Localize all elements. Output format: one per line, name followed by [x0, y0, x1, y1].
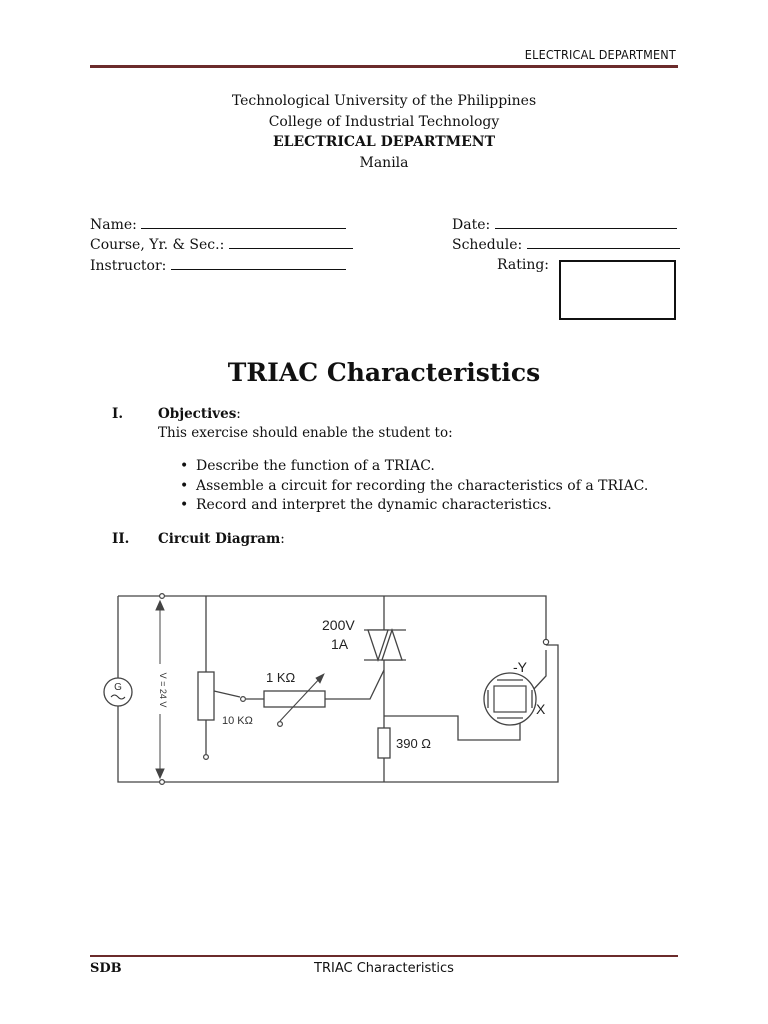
generator-label: G: [114, 682, 122, 693]
voltage-arrowhead-top: [156, 601, 164, 610]
instructor-label: Instructor:: [90, 258, 167, 274]
resistor-1k-label: 1 KΩ: [266, 670, 296, 685]
name-label: Name:: [90, 217, 137, 233]
scope-x-label: X: [536, 701, 546, 717]
triac-voltage-label: 200V: [322, 617, 355, 633]
document-title: TRIAC Characteristics: [227, 358, 541, 387]
section2-colon: :: [280, 531, 285, 547]
section1-colon: :: [236, 406, 241, 422]
terminal: [204, 755, 209, 760]
department-name: ELECTRICAL DEPARTMENT: [272, 134, 496, 150]
voltage-arrowhead-bottom: [156, 769, 164, 778]
terminal: [278, 722, 283, 727]
terminal: [160, 594, 165, 599]
section2-number: II.: [112, 531, 130, 547]
date-label: Date:: [452, 217, 491, 233]
footer-initials: SDB: [90, 961, 122, 976]
header-department: ELECTRICAL DEPARTMENT: [524, 47, 676, 62]
terminal: [241, 697, 246, 702]
terminal: [543, 639, 548, 644]
city-name: Manila: [359, 155, 409, 171]
section1-number: I.: [112, 406, 124, 422]
rating-label: Rating:: [497, 257, 550, 273]
scope-y-label: -Y: [513, 659, 527, 675]
course-label: Course, Yr. & Sec.:: [90, 237, 225, 253]
institution-name: Technological University of the Philippines: [231, 93, 537, 109]
objective-item: • Describe the function of a TRIAC.: [176, 457, 648, 477]
wire: [533, 650, 546, 690]
wire: [164, 596, 546, 640]
section1-title: Objectives: [158, 406, 237, 422]
footer-rule: [90, 955, 678, 957]
schedule-label: Schedule:: [452, 237, 523, 253]
objective-item: • Record and interpret the dynamic characteristics.: [176, 496, 648, 516]
section1-intro: This exercise should enable the student to:: [158, 425, 453, 441]
objective-item: • Assemble a circuit for recording the characteristics of a TRIAC.: [176, 477, 648, 497]
resistor-1k: [264, 691, 325, 707]
triac-current-label: 1A: [331, 636, 349, 652]
voltage-label: V = 24 V: [158, 672, 168, 708]
pot-10k-label: 10 KΩ: [222, 715, 253, 727]
resistor-390-label: 390 Ω: [396, 736, 432, 751]
terminal: [160, 780, 165, 785]
potentiometer-10k: [198, 672, 214, 720]
resistor-390: [378, 728, 390, 758]
college-name: College of Industrial Technology: [268, 114, 500, 130]
potentiometer-wiper: [214, 691, 240, 697]
triac-symbol: [364, 630, 406, 660]
footer-title: TRIAC Characteristics: [314, 961, 454, 976]
oscilloscope-screen: [494, 686, 526, 712]
section2-title: Circuit Diagram: [158, 531, 281, 547]
